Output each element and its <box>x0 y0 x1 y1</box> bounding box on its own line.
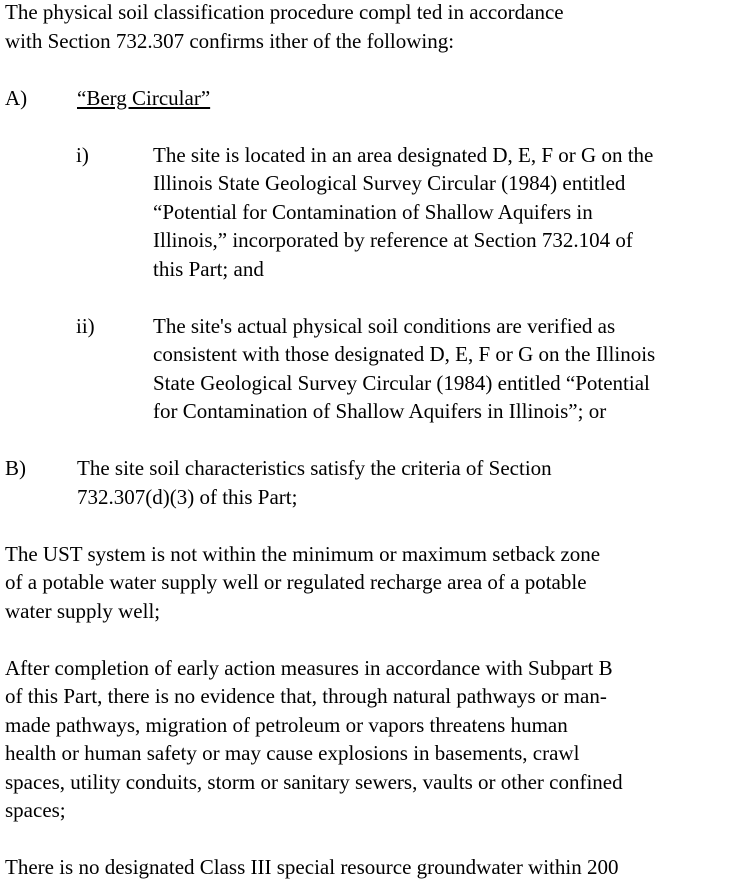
groundwater-paragraph <box>5 853 751 882</box>
text-line: of this Part, there is no evidence that, through natural pathways or man- <box>5 684 607 708</box>
intro-paragraph <box>5 0 751 55</box>
text-line: this Part; and <box>153 256 264 281</box>
early-action-paragraph <box>5 654 751 825</box>
text-line: After completion of early action measures in accordance with Subpart B <box>5 655 613 680</box>
document-page <box>5 0 751 882</box>
setback-paragraph <box>5 540 751 626</box>
text-line: The UST system is not within the minimum or maximum setback zone <box>5 541 601 566</box>
text-line: “Potential for Contamination of Shallow Aquifers in <box>153 199 593 224</box>
text-line: consistent with those designated D, E, F or G on the Illinois <box>153 342 656 366</box>
subitem-ii <box>5 312 751 426</box>
text-line: made pathways, migration of petroleum or vapors threatens human <box>5 712 568 737</box>
text-line: The physical soil classification procedure compl ted in accordance <box>5 0 564 24</box>
subitem-i <box>5 141 751 284</box>
item-a-heading: “Berg Circular” <box>77 85 211 110</box>
text-line: with Section 732.307 confirms ither of the following: <box>5 28 455 53</box>
text-line: of a potable water supply well or regulated recharge area of a potable <box>5 570 587 594</box>
text-line: for Contamination of Shallow Aquifers in Illinois”; or <box>153 399 607 423</box>
item-b-label: B) <box>5 456 26 480</box>
subitem-ii-label: ii) <box>76 313 95 338</box>
text-line: health or human safety or may cause explosions in basements, crawl <box>5 741 580 765</box>
item-b <box>5 454 751 511</box>
text-line: 732.307(d)(3) of this Part; <box>77 484 298 509</box>
text-line: State Geological Survey Circular (1984) entitled “Potential <box>153 370 650 395</box>
text-line: The site soil characteristics satisfy the criteria of Section <box>77 456 552 480</box>
text-line: water supply well; <box>5 598 161 623</box>
item-a-label: A) <box>5 85 28 110</box>
item-a <box>5 84 751 113</box>
text-line: Illinois,” incorporated by reference at Section 732.104 of <box>153 228 633 252</box>
subitem-i-label: i) <box>76 142 89 167</box>
text-line: spaces, utility conduits, storm or sanitary sewers, vaults or other confined <box>5 769 623 794</box>
text-line: The site is located in an area designated D, E, F or G on the <box>153 142 654 167</box>
text-line: spaces; <box>5 798 66 822</box>
text-line: The site's actual physical soil conditions are verified as <box>153 313 616 338</box>
text-line: Illinois State Geological Survey Circular (1984) entitled <box>153 171 626 195</box>
text-line: There is no designated Class III special resource groundwater within 200 <box>5 855 619 879</box>
